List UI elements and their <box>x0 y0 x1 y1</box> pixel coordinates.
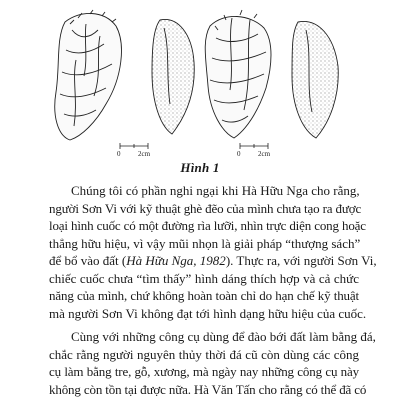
tool-1-side-drawing <box>152 19 194 134</box>
paragraph-1 <box>49 182 377 322</box>
tool-1-front-drawing <box>55 10 122 140</box>
scale-right-zero: 0 <box>237 150 241 158</box>
paragraph-1-line-2: người Sơn Vi với kỹ thuật ghè đẽo của mình chưa tạo ra được <box>49 200 362 216</box>
paragraph-1-line-4: thẳng hữu hiệu, vì vậy mũi nhọn là giải pháp “thượng sách” <box>49 235 361 251</box>
citation: Hà Hữu Nga, 1982 <box>126 253 226 268</box>
paragraph-1-line-3: loại hình cuốc có một đường rìa lưỡi, nhìn trực diện cong hoặc <box>49 218 366 233</box>
paragraph-1-line-5-start: để bổ vào đất ( <box>49 253 127 268</box>
scale-bar-left <box>120 143 148 149</box>
body-text <box>49 182 377 404</box>
paragraph-1-line-8: mà người Sơn Vi không đạt tới hình dạng hữu hiệu của cuốc. <box>49 305 367 321</box>
paragraph-2-line-2: chắc rằng người nguyên thủy thời đá cũ còn dùng các công <box>49 346 359 362</box>
scale-bar-right <box>240 143 268 149</box>
paragraph-2-line-1: Cùng với những công cụ dùng để đào bới đất làm bằng đá, <box>71 329 376 344</box>
stone-tool-illustration <box>0 0 400 160</box>
paragraph-1-line-5 <box>49 252 377 270</box>
paragraph-2-line-4: không còn tồn tại được nữa. Hà Văn Tấn cho rằng có thể đã có <box>49 381 367 397</box>
paragraph-2 <box>49 328 376 398</box>
tool-2-side-drawing <box>292 21 338 138</box>
paragraph-1-line-7: năng của mình, chứ không hoàn toàn chỉ do hạn chế kỹ thuật <box>49 288 359 303</box>
paragraph-2-line-3: cụ làm bằng tre, gỗ, xương, mà ngày nay những công cụ này <box>49 364 359 379</box>
paragraph-1-line-5-end: ). Thực ra, với người Sơn Vi, <box>225 253 377 268</box>
scale-left-unit: 2cm <box>138 150 151 158</box>
paragraph-1-line-1: Chúng tôi có phần nghi ngại khi Hà Hữu Nga cho rằng, <box>71 183 360 198</box>
tool-2-front-drawing <box>205 10 271 138</box>
paragraph-1-line-6: chiếc cuốc chưa “tìm thấy” hình dáng thích hợp và cả chức <box>49 270 359 286</box>
figure-stone-tools <box>0 0 400 160</box>
scale-left-zero: 0 <box>117 150 121 158</box>
figure-caption: Hình 1 <box>180 160 220 175</box>
scale-right-unit: 2cm <box>258 150 271 158</box>
